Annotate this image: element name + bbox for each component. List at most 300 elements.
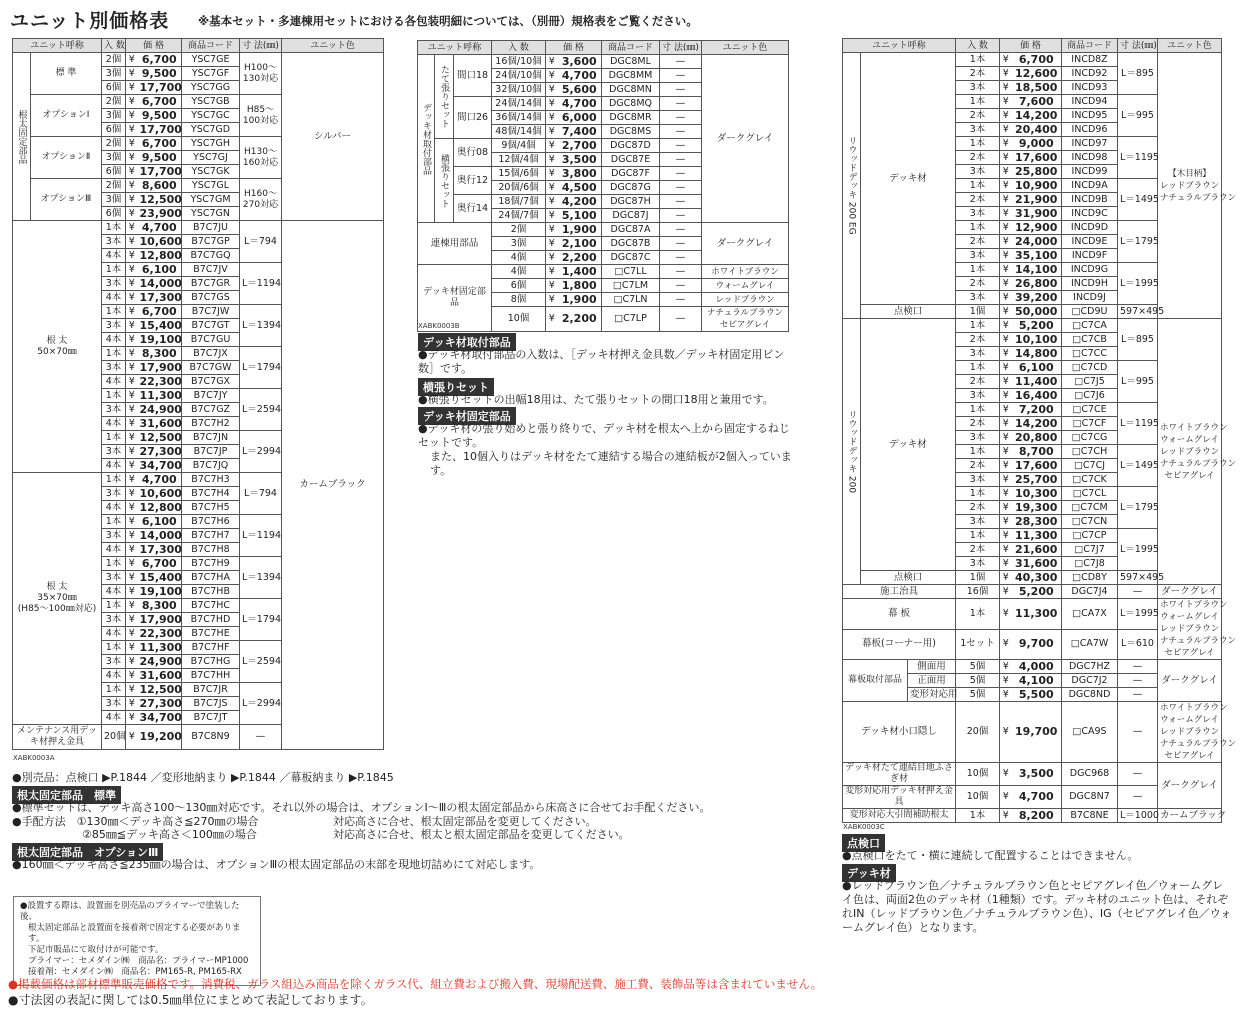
code-cell: DGC87C	[602, 251, 660, 265]
price-cell: 12,500	[139, 682, 182, 696]
qty-cell: 1本	[102, 515, 126, 529]
dim-cell: L＝1995	[1118, 529, 1158, 571]
dim-cell: —	[660, 195, 702, 209]
yen-cell: ¥	[126, 81, 138, 95]
dim-cell: L＝2594	[240, 641, 282, 683]
code-cell: DGC7HZ	[1062, 660, 1118, 674]
qty-cell: 5個	[956, 660, 1000, 674]
dim-cell: L＝1394	[240, 557, 282, 599]
code-cell: B7C7H2	[182, 417, 240, 431]
dim-cell: —	[660, 223, 702, 237]
qty-cell: 2本	[956, 459, 1000, 473]
code-cell: □C7LP	[602, 307, 660, 332]
table-row	[418, 223, 789, 237]
dim-cell: L＝1794	[240, 347, 282, 389]
qty-cell: 3本	[956, 347, 1000, 361]
price-cell: 31,600	[139, 668, 182, 682]
code-cell: B7C7GZ	[182, 403, 240, 417]
dim-cell: L＝995	[1118, 95, 1158, 137]
code-cell: B7C7HF	[182, 641, 240, 655]
price-cell: 26,800	[1012, 277, 1062, 291]
code-cell: YSC7GC	[182, 109, 240, 123]
code-cell: B7C7HD	[182, 613, 240, 627]
mid-note-head-2: 横張りセット	[418, 378, 494, 396]
column-header: ユニット色	[702, 41, 789, 55]
code-cell: INCD95	[1062, 109, 1118, 123]
price-cell: 6,100	[138, 263, 182, 277]
group-label: デッキ材取付部品	[418, 55, 435, 223]
price-cell: 5,200	[1012, 585, 1062, 599]
code-cell: □C7CJ	[1062, 459, 1118, 473]
code-cell: □C7CM	[1062, 501, 1118, 515]
dim-cell: L＝1394	[240, 305, 282, 347]
qty-cell: 18個/7個	[492, 195, 546, 209]
qty-cell: 1本	[102, 599, 126, 613]
yen-cell: ¥	[126, 263, 138, 277]
qty-cell: 4本	[102, 543, 126, 557]
yen-cell: ¥	[126, 221, 138, 235]
table-row	[843, 319, 1222, 333]
unit-color-cell: シルバー	[282, 53, 384, 221]
dim-cell: —	[1118, 660, 1158, 674]
price-cell: 4,100	[1012, 674, 1062, 688]
qty-cell: 2本	[956, 501, 1000, 515]
price-cell: 6,100	[1012, 361, 1062, 375]
yen-cell: ¥	[126, 445, 138, 459]
yen-cell: ¥	[1000, 277, 1012, 291]
column-header: 価 格	[546, 41, 602, 55]
column-header: 寸 法(㎜)	[240, 39, 282, 53]
code-cell: B7C7GQ	[182, 249, 240, 263]
column-header: ユニット呼称	[418, 41, 492, 55]
price-cell: 6,000	[558, 111, 602, 125]
price-cell: 4,700	[138, 473, 182, 487]
yen-cell: ¥	[1000, 123, 1012, 137]
yen-cell: ¥	[126, 711, 138, 725]
group-label: オプションⅢ	[31, 179, 102, 221]
group-label: 変形対応用デッキ材押え金具	[843, 786, 956, 809]
qty-cell: 4本	[102, 417, 126, 431]
dim-cell: —	[660, 307, 702, 332]
price-cell: 10,100	[1012, 333, 1062, 347]
yen-cell: ¥	[546, 83, 558, 97]
yen-cell: ¥	[546, 69, 558, 83]
qty-cell: 20個	[956, 702, 1000, 763]
price-cell: 10,600	[139, 486, 182, 500]
yen-cell: ¥	[1000, 375, 1012, 389]
code-cell: □C7J7	[1062, 543, 1118, 557]
dim-cell: L＝1995	[1118, 599, 1158, 630]
dim-cell: —	[660, 265, 702, 279]
code-cell: INCD93	[1062, 81, 1118, 95]
yen-cell: ¥	[1000, 585, 1012, 599]
qty-cell: 2本	[956, 151, 1000, 165]
qty-cell: 2本	[956, 543, 1000, 557]
price-cell: 9,500	[138, 109, 182, 123]
yen-cell: ¥	[1000, 403, 1012, 417]
price-cell: 31,900	[1012, 207, 1062, 221]
code-cell: YSC7GJ	[182, 151, 240, 165]
dim-cell: —	[660, 55, 702, 69]
price-cell: 4,700	[558, 69, 602, 83]
code-cell: DGC87J	[602, 209, 660, 223]
dim-cell: —	[660, 125, 702, 139]
yen-cell: ¥	[1000, 487, 1012, 501]
table-row	[843, 660, 1222, 674]
yen-cell: ¥	[1000, 571, 1012, 585]
price-cell: 14,200	[1012, 417, 1062, 431]
dim-cell: —	[660, 209, 702, 223]
dim-cell: L＝2994	[240, 683, 282, 725]
column-header: 寸 法(㎜)	[660, 41, 702, 55]
code-cell: □C7J6	[1062, 389, 1118, 403]
code-cell: INCD96	[1062, 123, 1118, 137]
group-label: リウッドデッキ 200 EG	[843, 53, 861, 319]
qty-cell: 3本	[102, 403, 126, 417]
yen-cell: ¥	[546, 181, 558, 195]
qty-cell: 3本	[956, 123, 1000, 137]
group-label: 間口26	[454, 97, 492, 139]
price-cell: 15,400	[139, 318, 182, 332]
bottom-note-2a: ●手配方法 ①130㎜＜デッキ高さ≦270㎜の場合	[12, 815, 259, 828]
code-cell: B7C7GU	[182, 333, 240, 347]
bottom-head-1: 根太固定部品 標準	[12, 786, 121, 804]
price-cell: 12,500	[139, 192, 182, 206]
code-cell: □CA9S	[1062, 702, 1118, 763]
code-cell: YSC7GG	[182, 81, 240, 95]
price-cell: 17,900	[139, 612, 182, 626]
price-cell: 50,000	[1012, 305, 1062, 319]
price-cell: 11,300	[139, 640, 182, 654]
qty-cell: 3本	[102, 655, 126, 669]
unit-color-cell: ホワイトブラウン ウォームグレイ レッドブラウン ナチュラルブラウン セピアグレイ	[1158, 319, 1222, 585]
yen-cell: ¥	[126, 277, 138, 291]
price-cell: 19,100	[139, 332, 182, 346]
code-cell: B7C7JT	[182, 711, 240, 725]
qty-cell: 1本	[956, 179, 1000, 193]
qty-cell: 2個	[102, 137, 126, 151]
bottom-note-3b: 対応高さに合せ、根太と根太固定部品を変更してください。	[333, 828, 630, 841]
code-cell: DGC87B	[602, 237, 660, 251]
price-cell: 14,200	[1012, 109, 1062, 123]
price-cell: 35,100	[1012, 249, 1062, 263]
price-cell: 18,500	[1012, 81, 1062, 95]
code-cell: □C7CN	[1062, 515, 1118, 529]
dim-cell: —	[1118, 688, 1158, 702]
qty-cell: 1本	[956, 263, 1000, 277]
table-row	[843, 39, 1222, 53]
dim-cell: L＝1794	[240, 599, 282, 641]
qty-cell: 3個	[102, 193, 126, 207]
yen-cell: ¥	[126, 557, 138, 571]
code-cell: B7C7H3	[182, 473, 240, 487]
code-cell: □C7LL	[602, 265, 660, 279]
code-cell: DGC87H	[602, 195, 660, 209]
code-cell: □C7CD	[1062, 361, 1118, 375]
box-line-2: 根太固定部品と設置面を接着剤で固定する必要があります。	[28, 923, 241, 944]
yen-cell: ¥	[1000, 207, 1012, 221]
dim-cell: —	[660, 167, 702, 181]
unit-color-cell: ホワイトブラウン	[702, 265, 789, 279]
price-cell: 1,800	[558, 279, 602, 293]
price-cell: 21,900	[1012, 193, 1062, 207]
qty-cell: 48個/14個	[492, 125, 546, 139]
price-cell: 25,800	[1012, 165, 1062, 179]
qty-cell: 1本	[956, 319, 1000, 333]
price-cell: 10,600	[139, 234, 182, 248]
qty-cell: 2本	[956, 417, 1000, 431]
price-cell: 12,500	[139, 430, 182, 444]
yen-cell: ¥	[546, 237, 558, 251]
price-cell: 17,900	[139, 360, 182, 374]
right-note-head-2: デッキ材	[842, 864, 896, 882]
price-cell: 7,600	[1012, 95, 1062, 109]
yen-cell: ¥	[1000, 137, 1012, 151]
price-cell: 3,500	[558, 153, 602, 167]
code-cell: B7C7HC	[182, 599, 240, 613]
table-code-mid: XABK0003B	[418, 322, 460, 330]
yen-cell: ¥	[126, 627, 138, 641]
mid-note-2: ●横張りセットの出幅18用は、たて張りセットの間口18用と兼用です。	[418, 393, 774, 406]
yen-cell: ¥	[546, 139, 558, 153]
price-cell: 14,800	[1012, 347, 1062, 361]
yen-cell: ¥	[126, 655, 138, 669]
dim-cell: L＝1995	[1118, 263, 1158, 305]
dim-cell: —	[240, 725, 282, 750]
title-note: ※基本セット・多連棟用セットにおける各包装明細については、（別冊）規格表をご覧ください。	[198, 14, 698, 28]
yen-cell: ¥	[1000, 515, 1012, 529]
code-cell: □C7CB	[1062, 333, 1118, 347]
code-cell: B7C7GT	[182, 319, 240, 333]
column-header: 商品コード	[182, 39, 240, 53]
code-cell: B7C7JN	[182, 431, 240, 445]
price-cell: 39,200	[1012, 291, 1062, 305]
dim-cell: L＝1195	[1118, 137, 1158, 179]
price-cell: 6,700	[138, 557, 182, 571]
group-label: メンテナンス用デッキ材押え金具	[13, 725, 102, 750]
yen-cell: ¥	[1000, 674, 1012, 688]
group-label: 変形対応大引間補助根太	[843, 809, 956, 823]
code-cell: B7C7JR	[182, 683, 240, 697]
mid-note-4: また、10個入りはデッキ材をたて連結する場合の連結板が2個入っています。	[430, 450, 792, 477]
group-label: 点検口	[861, 571, 956, 585]
yen-cell: ¥	[546, 97, 558, 111]
column-header: 入 数	[492, 41, 546, 55]
yen-cell: ¥	[546, 153, 558, 167]
price-cell: 5,200	[1012, 319, 1062, 333]
qty-cell: 1本	[956, 599, 1000, 630]
code-cell: □C7LM	[602, 279, 660, 293]
dim-cell: L＝1795	[1118, 221, 1158, 263]
price-cell: 4,700	[558, 97, 602, 111]
qty-cell: 1本	[956, 137, 1000, 151]
right-note-1: ●点検口をたて・横に連続して配置することはできません。	[842, 849, 1139, 862]
dim-cell: H100〜130対応	[240, 53, 282, 95]
code-cell: YSC7GE	[182, 53, 240, 67]
yen-cell: ¥	[1000, 221, 1012, 235]
bottom-head-2: 根太固定部品 オプションⅢ	[12, 843, 163, 861]
qty-cell: 2本	[956, 109, 1000, 123]
unit-color-cell: ダークグレイ	[1158, 660, 1222, 702]
code-cell: □C7CA	[1062, 319, 1118, 333]
qty-cell: 2個	[492, 223, 546, 237]
qty-cell: 24個/7個	[492, 209, 546, 223]
price-cell: 15,400	[139, 570, 182, 584]
group-label: 奥行14	[454, 195, 492, 223]
qty-cell: 3本	[956, 431, 1000, 445]
price-cell: 5,100	[558, 209, 602, 223]
price-cell: 4,700	[1012, 786, 1062, 809]
yen-cell: ¥	[126, 571, 138, 585]
qty-cell: 4本	[102, 249, 126, 263]
yen-cell: ¥	[126, 109, 138, 123]
code-cell: B7C7GS	[182, 291, 240, 305]
code-cell: B7C7GP	[182, 235, 240, 249]
yen-cell: ¥	[126, 53, 138, 67]
column-header: ユニット呼称	[843, 39, 956, 53]
qty-cell: 4本	[102, 333, 126, 347]
group-label: 横張りセット	[435, 139, 454, 223]
yen-cell: ¥	[1000, 165, 1012, 179]
qty-cell: 3本	[102, 571, 126, 585]
table-row	[843, 599, 1222, 630]
code-cell: B7C8NE	[1062, 809, 1118, 823]
table-row	[843, 763, 1222, 786]
yen-cell: ¥	[126, 319, 138, 333]
price-cell: 14,000	[139, 276, 182, 290]
yen-cell: ¥	[1000, 95, 1012, 109]
yen-cell: ¥	[1000, 543, 1012, 557]
unit-color-cell: ダークグレイ	[702, 55, 789, 223]
code-cell: □C7CL	[1062, 487, 1118, 501]
group-label: 幕板取付部品	[843, 660, 908, 702]
price-cell: 9,700	[1012, 629, 1062, 660]
yen-cell: ¥	[1000, 473, 1012, 487]
qty-cell: 1本	[956, 487, 1000, 501]
qty-cell: 8個	[492, 293, 546, 307]
column-header: 入 数	[102, 39, 126, 53]
qty-cell: 1本	[102, 473, 126, 487]
qty-cell: 1セット	[956, 629, 1000, 660]
dim-cell: L＝1194	[240, 515, 282, 557]
qty-cell: 1本	[102, 263, 126, 277]
yen-cell: ¥	[1000, 305, 1012, 319]
group-label: 幕 板	[843, 599, 956, 630]
yen-cell: ¥	[1000, 193, 1012, 207]
installation-note-box	[13, 896, 261, 986]
code-cell: DGC8ND	[1062, 688, 1118, 702]
price-cell: 25,700	[1012, 473, 1062, 487]
code-cell: INCD99	[1062, 165, 1118, 179]
code-cell: B7C7H6	[182, 515, 240, 529]
yen-cell: ¥	[126, 235, 138, 249]
code-cell: DGC8N7	[1062, 786, 1118, 809]
yen-cell: ¥	[1000, 501, 1012, 515]
yen-cell: ¥	[546, 223, 558, 237]
qty-cell: 3本	[956, 515, 1000, 529]
yen-cell: ¥	[1000, 291, 1012, 305]
dim-cell: L＝2594	[240, 389, 282, 431]
qty-cell: 24個/10個	[492, 69, 546, 83]
price-cell: 6,700	[138, 305, 182, 319]
qty-cell: 1本	[956, 529, 1000, 543]
yen-cell: ¥	[546, 125, 558, 139]
yen-cell: ¥	[126, 305, 138, 319]
yen-cell: ¥	[126, 473, 138, 487]
price-cell: 20,400	[1012, 123, 1062, 137]
table-row	[418, 55, 789, 69]
yen-cell: ¥	[1000, 109, 1012, 123]
group-label: オプションⅡ	[31, 137, 102, 179]
dim-cell: L＝1495	[1118, 179, 1158, 221]
qty-cell: 20個	[102, 725, 126, 750]
group-label: 奥行08	[454, 139, 492, 167]
yen-cell: ¥	[126, 669, 138, 683]
qty-cell: 1本	[102, 431, 126, 445]
code-cell: DGC87F	[602, 167, 660, 181]
yen-cell: ¥	[1000, 629, 1012, 660]
code-cell: B7C7HE	[182, 627, 240, 641]
code-cell: □C7CG	[1062, 431, 1118, 445]
qty-cell: 3本	[102, 613, 126, 627]
yen-cell: ¥	[126, 123, 138, 137]
code-cell: DGC8ML	[602, 55, 660, 69]
qty-cell: 1本	[102, 389, 126, 403]
dim-cell: 597×495	[1118, 305, 1158, 319]
qty-cell: 3個	[492, 237, 546, 251]
code-cell: DGC87E	[602, 153, 660, 167]
qty-cell: 3本	[956, 207, 1000, 221]
dim-cell: —	[660, 251, 702, 265]
code-cell: B7C7JX	[182, 347, 240, 361]
price-cell: 28,300	[1012, 515, 1062, 529]
group-label: 施工治具	[843, 585, 956, 599]
price-cell: 9,500	[138, 67, 182, 81]
code-cell: B7C7GR	[182, 277, 240, 291]
bottom-note-3a: ②85㎜≦デッキ高さ＜100㎜の場合	[82, 828, 257, 841]
code-cell: INCD9E	[1062, 235, 1118, 249]
code-cell: DGC87G	[602, 181, 660, 195]
group-label: 根 太 50×70㎜	[13, 221, 102, 473]
qty-cell: 6個	[102, 81, 126, 95]
sub-label: 正面用	[908, 674, 956, 688]
yen-cell: ¥	[126, 207, 138, 221]
unit-color-cell: ホワイトブラウン ウォームグレイ レッドブラウン ナチュラルブラウン セピアグレイ	[1158, 702, 1222, 763]
yen-cell: ¥	[126, 67, 138, 81]
price-cell: 8,200	[1012, 809, 1062, 823]
qty-cell: 3本	[102, 235, 126, 249]
unit-color-cell: ナチュラルブラウン セピアグレイ	[702, 307, 789, 332]
unit-color-cell: レッドブラウン	[702, 293, 789, 307]
yen-cell: ¥	[126, 151, 138, 165]
middle-price-table	[417, 40, 789, 332]
price-cell: 19,300	[1012, 501, 1062, 515]
qty-cell: 1本	[102, 221, 126, 235]
yen-cell: ¥	[126, 95, 138, 109]
unit-color-cell: ウォームグレイ	[702, 279, 789, 293]
right-price-table	[842, 38, 1236, 823]
code-cell: B7C7JY	[182, 389, 240, 403]
yen-cell: ¥	[1000, 333, 1012, 347]
qty-cell: 3本	[956, 165, 1000, 179]
dim-cell: L＝995	[1118, 361, 1158, 403]
dim-cell: —	[1118, 674, 1158, 688]
price-cell: 11,400	[1012, 375, 1062, 389]
right-note-head-1: 点検口	[842, 834, 885, 852]
price-cell: 8,700	[1012, 445, 1062, 459]
yen-cell: ¥	[126, 641, 138, 655]
price-cell: 17,600	[1012, 151, 1062, 165]
